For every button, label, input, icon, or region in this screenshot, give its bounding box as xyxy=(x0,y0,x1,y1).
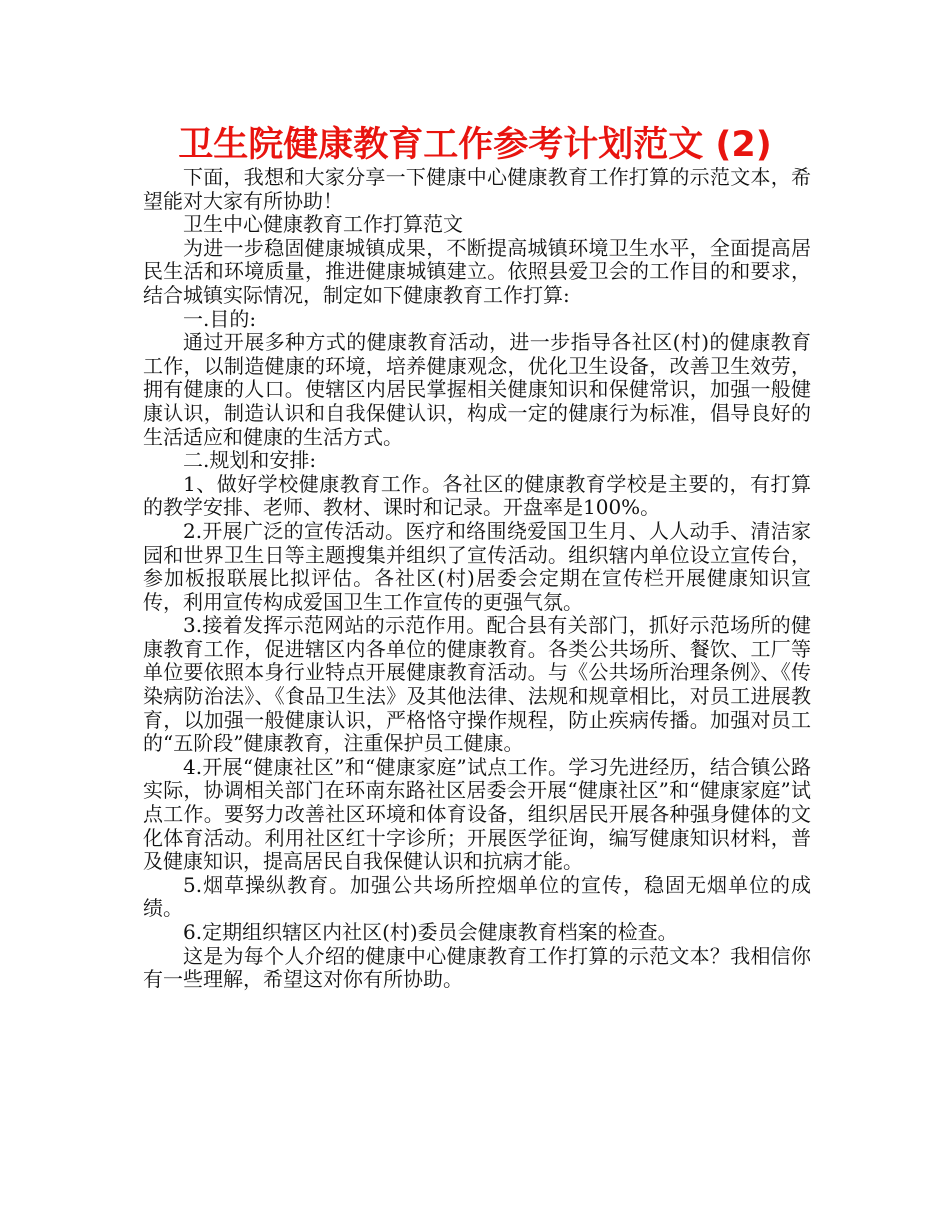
plan-item-4: 4.开展“健康社区”和“健康家庭”试点工作。学习先进经历，结合镇公路实际，协调相关部门在环南东路社区居委会开展“健康社区”和“健康家庭”试点工作。要努力改善社区环境和体育设备，组织居民开展各种强身健体的文化体育活动。利用社区红十字诊所；开展医学征询，编写健康知识材料，普及健康知识，提高居民自我保健认识和抗病才能。 xyxy=(143,754,811,874)
paragraph-closing: 这是为每个人介绍的健康中心健康教育工作打算的示范文本？我相信你有一些理解，希望这对你有所协助。 xyxy=(143,943,811,992)
document-body xyxy=(143,166,811,992)
plan-item-2: 2.开展广泛的宣传活动。医疗和络围绕爱国卫生月、人人动手、清洁家园和世界卫生日等主题搜集并组织了宣传活动。组织辖内单位设立宣传台，参加板报联展比拟评估。各社区(村)居委会定期在宣传栏开展健康知识宣传，利用宣传构成爱国卫生工作宣传的更强气氛。 xyxy=(143,518,811,614)
paragraph-purpose: 通过开展多种方式的健康教育活动，进一步指导各社区(村)的健康教育工作，以制造健康的环境，培养健康观念，优化卫生设备，改善卫生效劳，拥有健康的人口。使辖区内居民掌握相关健康知识和保健常识，加强一般健康认识，制造认识和自我保健认识，构成一定的健康行为标准，倡导良好的生活适应和健康的生活方式。 xyxy=(143,330,811,449)
paragraph-intro: 下面，我想和大家分享一下健康中心健康教育工作打算的示范文本，希望能对大家有所协助！ xyxy=(143,165,811,213)
paragraph-preface: 为进一步稳固健康城镇成果，不断提高城镇环境卫生水平，全面提高居民生活和环境质量，推进健康城镇建立。依照县爱卫会的工作目的和要求，结合城镇实际情况，制定如下健康教育工作打算: xyxy=(143,235,811,307)
section-heading-purpose: 一.目的: xyxy=(183,306,257,331)
plan-item-6: 6.定期组织辖区内社区(村)委员会健康教育档案的检查。 xyxy=(183,920,678,944)
plan-item-1: 1、做好学校健康教育工作。各社区的健康教育学校是主要的，有打算的教学安排、老师、教材、课时和记录。开盘率是100%。 xyxy=(143,471,811,520)
plan-item-5: 5.烟草操纵教育。加强公共场所控烟单位的宣传，稳固无烟单位的成绩。 xyxy=(143,872,811,921)
plan-item-3: 3.接着发挥示范网站的示范作用。配合县有关部门，抓好示范场所的健康教育工作，促进辖区内各单位的健康教育。各类公共场所、餐饮、工厂等单位要依照本身行业特点开展健康教育活动。与《公共场所治理条例》、《传染病防治法》、《食品卫生法》及其他法律、法规和规章相比，对员工进展教育，以加强一般健康认识，严格恪守操作规程，防止疾病传播。加强对员工的“五阶段”健康教育，注重保护员工健康。 xyxy=(143,613,811,756)
paragraph-subtitle: 卫生中心健康教育工作打算范文 xyxy=(183,212,463,237)
document-title: 卫生院健康教育工作参考计划范文 (2) xyxy=(178,125,772,165)
section-heading-plan: 二.规划和安排: xyxy=(183,448,317,473)
